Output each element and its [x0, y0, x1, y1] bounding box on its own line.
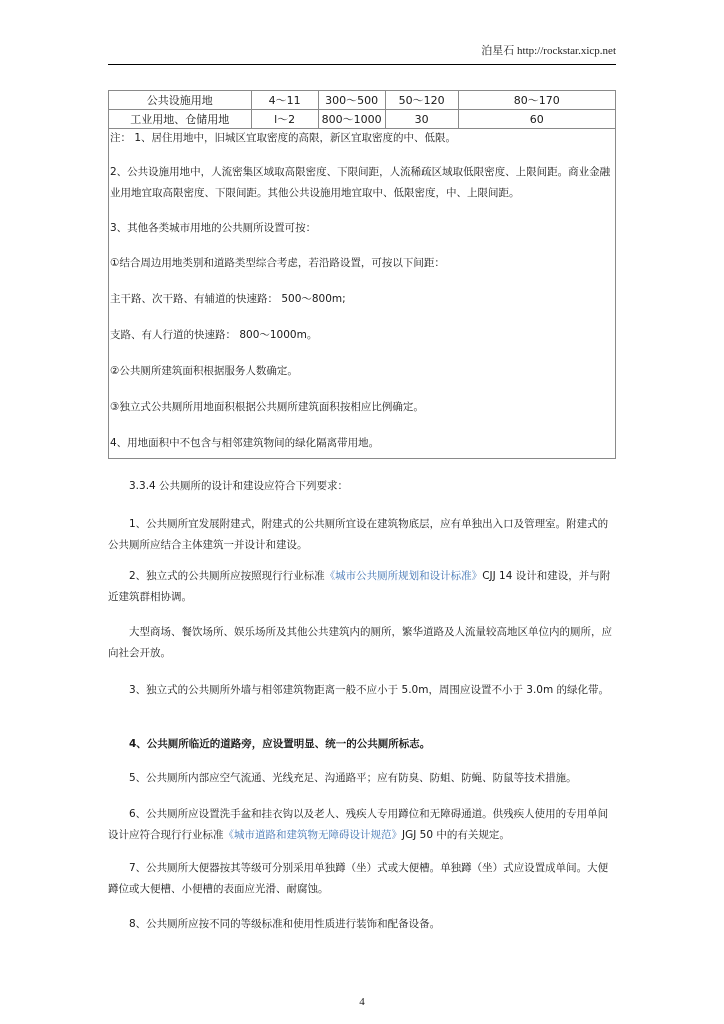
table-cell: l～2: [251, 110, 318, 129]
table-cell: 30: [385, 110, 458, 129]
paragraph-7: 6、公共厕所应设置洗手盆和挂衣钩以及老人、残疾人专用蹲位和无障碍通道。供残疾人使用的专用单间设计应符合现行行业标准《城市道路和建筑物无障碍设计规范》JGJ 50 中的有关规定。: [108, 808, 609, 841]
table-cell: 800～1000: [318, 110, 385, 129]
note-2: 2、公共设施用地中，人流密集区域取高限密度、下限间距，人流稀疏区域取低限密度、上限间距。商业金融业用地宜取高限密度、下限间距。其他公共设施用地宜取中、低限密度，中、上限间距。: [110, 166, 611, 199]
table-cell: 60: [458, 110, 615, 129]
paragraph-9: 8、公共厕所应按不同的等级标准和使用性质进行装饰和配备设备。: [129, 918, 441, 930]
note-9: 4、用地面积中不包含与相邻建筑物间的绿化隔离带用地。: [110, 437, 380, 449]
paragraph-3: 大型商场、餐饮场所、娱乐场所及其他公共建筑内的厕所，繁华道路及人流量较高地区单位内的厕所，应向社会开放。: [108, 626, 612, 659]
page-header: 泊星石 http://rockstar.xicp.net: [481, 45, 616, 57]
paragraph-2: 2、独立式的公共厕所应按照现行行业标准《城市公共厕所规划和设计标准》CJJ 14 设计和建设，并与附近建筑群相协调。: [108, 570, 611, 603]
table-cell: 公共设施用地: [109, 91, 252, 110]
table-cell: 300～500: [318, 91, 385, 110]
note-5: 主干路、次干路、有辅道的快速路： 500～800m;: [110, 293, 346, 305]
table-notes: [108, 127, 616, 459]
note-3: 3、其他各类城市用地的公共厕所设置可按：: [110, 222, 317, 234]
paragraph-6: 5、公共厕所内部应空气流通、光线充足、沟通路平；应有防臭、防蛆、防蝇、防鼠等技术措施。: [129, 772, 577, 784]
paragraph-1: 1、公共厕所宜发展附建式，附建式的公共厕所宜设在建筑物底层，应有单独出入口及管理室。附建式的公共厕所应结合主体建筑一并设计和建设。: [108, 518, 609, 551]
table-row: [109, 91, 616, 110]
note-6: 支路、有人行道的快速路： 800～1000m。: [110, 329, 318, 341]
section-heading: 3.3.4 公共厕所的设计和建设应符合下列要求：: [129, 480, 349, 492]
land-use-table: [108, 90, 616, 129]
page-number: 4: [359, 996, 365, 1008]
table-cell: 工业用地、仓储用地: [109, 110, 252, 129]
note-1: 注： 1、居住用地中，旧城区宜取密度的高限，新区宜取密度的中、低限。: [110, 132, 457, 144]
header-rule: [108, 64, 616, 65]
table-cell: 80～170: [458, 91, 615, 110]
paragraph-8: 7、公共厕所大便器按其等级可分别采用单独蹲（坐）式或大便槽。单独蹲（坐）式应设置成单间。大便蹲位或大便槽、小便槽的表面应光滑、耐腐蚀。: [108, 862, 609, 895]
note-4: ①结合周边用地类别和道路类型综合考虑，若沿路设置，可按以下间距：: [110, 257, 445, 269]
note-8: ③独立式公共厕所用地面积根据公共厕所建筑面积按相应比例确定。: [110, 401, 424, 413]
table-cell: 50～120: [385, 91, 458, 110]
table-cell: 4～11: [251, 91, 318, 110]
paragraph-5: 4、公共厕所临近的道路旁，应设置明显、统一的公共厕所标志。: [129, 738, 431, 750]
standard-link[interactable]: 《城市道路和建筑物无障碍设计规范》: [223, 829, 402, 841]
paragraph-4: 3、独立式的公共厕所外墙与相邻建筑物距离一般不应小于 5.0m，周围应设置不小于 3.0m 的绿化带。: [129, 684, 610, 696]
table-row: [109, 110, 616, 129]
standard-link[interactable]: 《城市公共厕所规划和设计标准》: [324, 570, 483, 582]
note-7: ②公共厕所建筑面积根据服务人数确定。: [110, 365, 298, 377]
